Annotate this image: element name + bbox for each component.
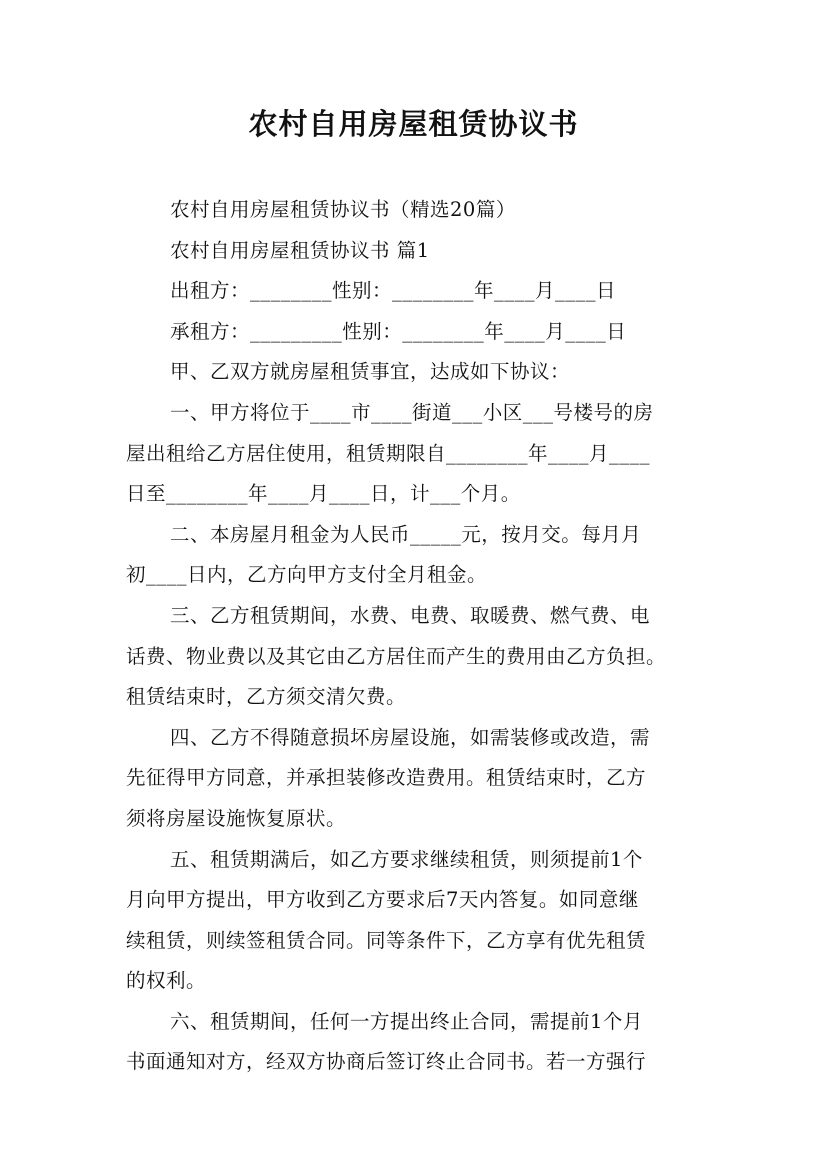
section-heading: 农村自用房屋租赁协议书 篇1 (170, 238, 430, 262)
document-title: 农村自用房屋租赁协议书 (248, 107, 579, 141)
clause-3-line: 三、乙方租赁期间，水费、电费、取暖费、燃气费、电 (170, 603, 651, 627)
lessor-line: 出租方：________性别：________年____月____日 (170, 279, 617, 303)
clause-5-line: 月向甲方提出，甲方收到乙方要求后7天内答复。如同意继 (126, 888, 639, 912)
clause-1-line: 日至________年____月____日，计___个月。 (126, 482, 521, 506)
clause-1-line: 屋出租给乙方居住使用，租赁期限自________年____月____ (126, 441, 651, 465)
clause-1-line: 一、甲方将位于____市____街道___小区___号楼号的房 (170, 400, 654, 424)
lessee-line: 承租方：_________性别：________年____月____日 (170, 319, 627, 343)
clause-5-line: 的权利。 (126, 969, 207, 993)
clause-5-line: 五、租赁期满后，如乙方要求继续租赁，则须提前1个 (170, 847, 643, 871)
clause-4-line: 四、乙方不得随意损坏房屋设施，如需装修或改造，需 (170, 725, 651, 749)
document-body (126, 190, 706, 1083)
clause-5-line: 续租赁，则续签租赁合同。同等条件下，乙方享有优先租赁 (126, 928, 647, 952)
clause-2-line: 初____日内，乙方向甲方支付全月租金。 (126, 563, 488, 587)
subtitle-line: 农村自用房屋租赁协议书（精选20篇） (170, 198, 516, 221)
clause-3-line: 话费、物业费以及其它由乙方居住而产生的费用由乙方负担。 (126, 644, 667, 668)
clause-4-line: 须将房屋设施恢复原状。 (126, 806, 347, 830)
agreement-intro: 甲、乙双方就房屋租赁事宜，达成如下协议： (170, 360, 571, 384)
clause-4-line: 先征得甲方同意，并承担装修改造费用。租赁结束时，乙方 (126, 766, 647, 790)
clause-2-line: 二、本房屋月租金为人民币_____元，按月交。每月月 (170, 522, 642, 546)
clause-6-line: 六、租赁期间，任何一方提出终止合同，需提前1个月 (170, 1009, 643, 1033)
clause-3-line: 租赁结束时，乙方须交清欠费。 (126, 685, 407, 709)
clause-6-line: 书面通知对方，经双方协商后签订终止合同书。若一方强行 (126, 1050, 647, 1074)
